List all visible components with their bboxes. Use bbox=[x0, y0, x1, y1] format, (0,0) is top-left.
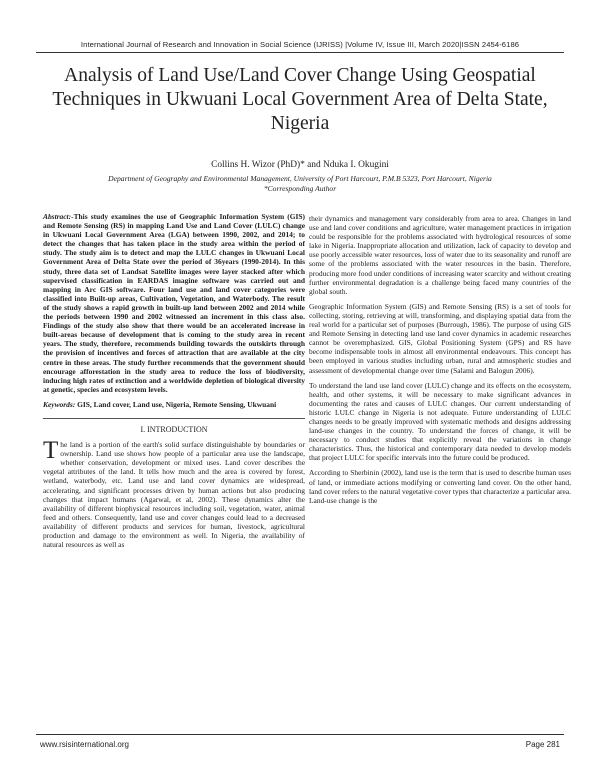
abstract-text: This study examines the use of Geographic Information System (GIS) and Remote Sensing (RS) in mapping Land Use and Land Cover (LULC) change in Ukwuani Local Government Area (LGA) between 1990, 2002, and 2014; to detect the changes that has taken place in the study area within the period of study. The study aim is to detect and map the LULC changes in Ukwuani Local Government Area of Delta State over the period of 36years (1990-2014). In this study, three data set of Landsat Satellite images were layer stacked after which supervised classification in EARDAS imagine software was carried out and mapping in Arc GIS software. Four land use and land cover categories were classified into Built-up areas, Cultivation, Vegetation, and Waterbody. The result of the study shows a rapid growth in built-up land between 2002 and 2014 while the periods between 1990 and 2002 witnessed an increment in this class also. Findings of the study also show that there would be an accelerated increase in built-areas because of development that is coming to the study area in recent years. The study, therefore, recommends building towards the outskirts through the provision of incentives and forces of attraction that are available at the city centre in these areas. The study further recommends that the government should encourage afforestation in the study area to reduce the loss of biodiversity, inducing high rates of extinction and a worldwide depletion of biological diversity at genetic, species and ecosystem levels. bbox=[43, 212, 305, 394]
running-header: International Journal of Research and Innovation in Social Science (IJRISS) |Volume IV, Issue III, March 2020|ISSN 2454-6186 bbox=[80, 40, 520, 49]
intro-paragraph bbox=[43, 437, 305, 550]
corresponding-author-note: *Corresponding Author bbox=[263, 184, 337, 193]
affiliation-block bbox=[30, 174, 570, 194]
drop-cap: T bbox=[43, 437, 59, 465]
authors: Collins H. Wizor (PhD)* and Nduka I. Okugini bbox=[211, 160, 389, 170]
section-heading-introduction: I. INTRODUCTION bbox=[43, 418, 305, 434]
right-paragraph-2: Geographic Information System (GIS) and Remote Sensing (RS) is a set of tools for collecting, storing, retrieving at will, transforming, and displaying spatial data from the real world for a particular set of purposes (Burrough, 1986). The purpose of using GIS and Remote Sensing in detecting land use land cover dynamics in academic researches cannot be overemphasized. GIS, Global Positioning System (GPS) and RS have become indispensable tools in almost all environmental endeavours. This concept has been employed in various studies including urban, rural and atmospheric studies and assessment of developmental change over time (Salami and Balogun 2006). bbox=[309, 301, 571, 375]
affiliation: Department of Geography and Environmental Management, University of Port Harcourt, P.M.B 5323, Port Harcourt, Nigeria bbox=[108, 174, 492, 183]
right-paragraph-1: their dynamics and management vary considerably from area to area. Changes in land use and land cover conditions and agriculture, water management practices in irrigation could be responsible for the problems associated with hydrological resources of some lake in Nigeria. Inappropriate allocation and utilization, lack of capacity to develop and use poorly accessible water resources, loss of water due to its seasonality and runoff are some of the problems associated with the water resources in the basin. Therefore, producing more food under conditions of increasing water scarcity and without creating further environmental degradation is a challenge being faced many countries of the global south. bbox=[309, 214, 571, 296]
left-column bbox=[43, 212, 305, 555]
footer-page-number: Page 281 bbox=[525, 740, 560, 749]
keywords bbox=[43, 400, 305, 409]
header-divider bbox=[36, 52, 564, 53]
keywords-text: GIS, Land cover, Land use, Nigeria, Remote Sensing, Ukwuani bbox=[77, 399, 277, 409]
intro-paragraph-text: he land is a portion of the earth's solid surface distinguishable by boundaries or ownership. Land use shows how people of a particular area use the landscape, whether conservation, development or mixed uses. Land cover describes the vegetal attributes of the land. It tells how much and the area is covered by forest, wetland, waterbody, etc. Land use and land cover dynamics are widespread, accelerating, and significant processes driven by human actions but also producing changes that impact humans (Agarwal, et al, 2002). These dynamics alter the availability of different biophysical resources including soil, vegetation, water, animal feed and others. Consequently, land use and cover changes could lead to a decreased availability of different products and services for human, livestock, agricultural production and damage to the environment as well. In Nigeria, the availability of natural resources as well as bbox=[43, 440, 305, 550]
footer-website: www.rsisinternational.org bbox=[40, 740, 129, 749]
footer-divider bbox=[36, 734, 564, 735]
right-paragraph-3: To understand the land use land cover (LULC) change and its effects on the ecosystem, health, and other systems, it will be necessary to make significant advances in documenting the rates and causes of LULC changes. Our current understanding of historic LULC change in Nigeria is not adequate. Future understanding of LULC changes needs to be greatly improved with systematic methods and designs addressing land-use changes in the country. To understand the forces of change, it will be necessary to conduct studies that explicitly reveal the variations in change characteristics. Thus, the historical and contemporary data needed to develop models that project LULC for specific intervals into the future could be produced. bbox=[309, 380, 571, 463]
right-column bbox=[309, 214, 571, 511]
abstract bbox=[43, 212, 305, 394]
keywords-label: Keywords: bbox=[43, 399, 76, 409]
abstract-label: Abstract:- bbox=[43, 212, 74, 221]
right-paragraph-4: According to Sherbinin (2002), land use is the term that is used to describe human uses of land, or immediate actions modifying or converting land cover. On the other hand, land cover refers to the natural vegetative cover types that characterize a particular area. Land-use change is the bbox=[309, 468, 571, 505]
paper-title: Analysis of Land Use/Land Cover Change Using Geospatial Techniques in Ukwuani Local Government Area of Delta State, Nigeria bbox=[52, 65, 548, 134]
